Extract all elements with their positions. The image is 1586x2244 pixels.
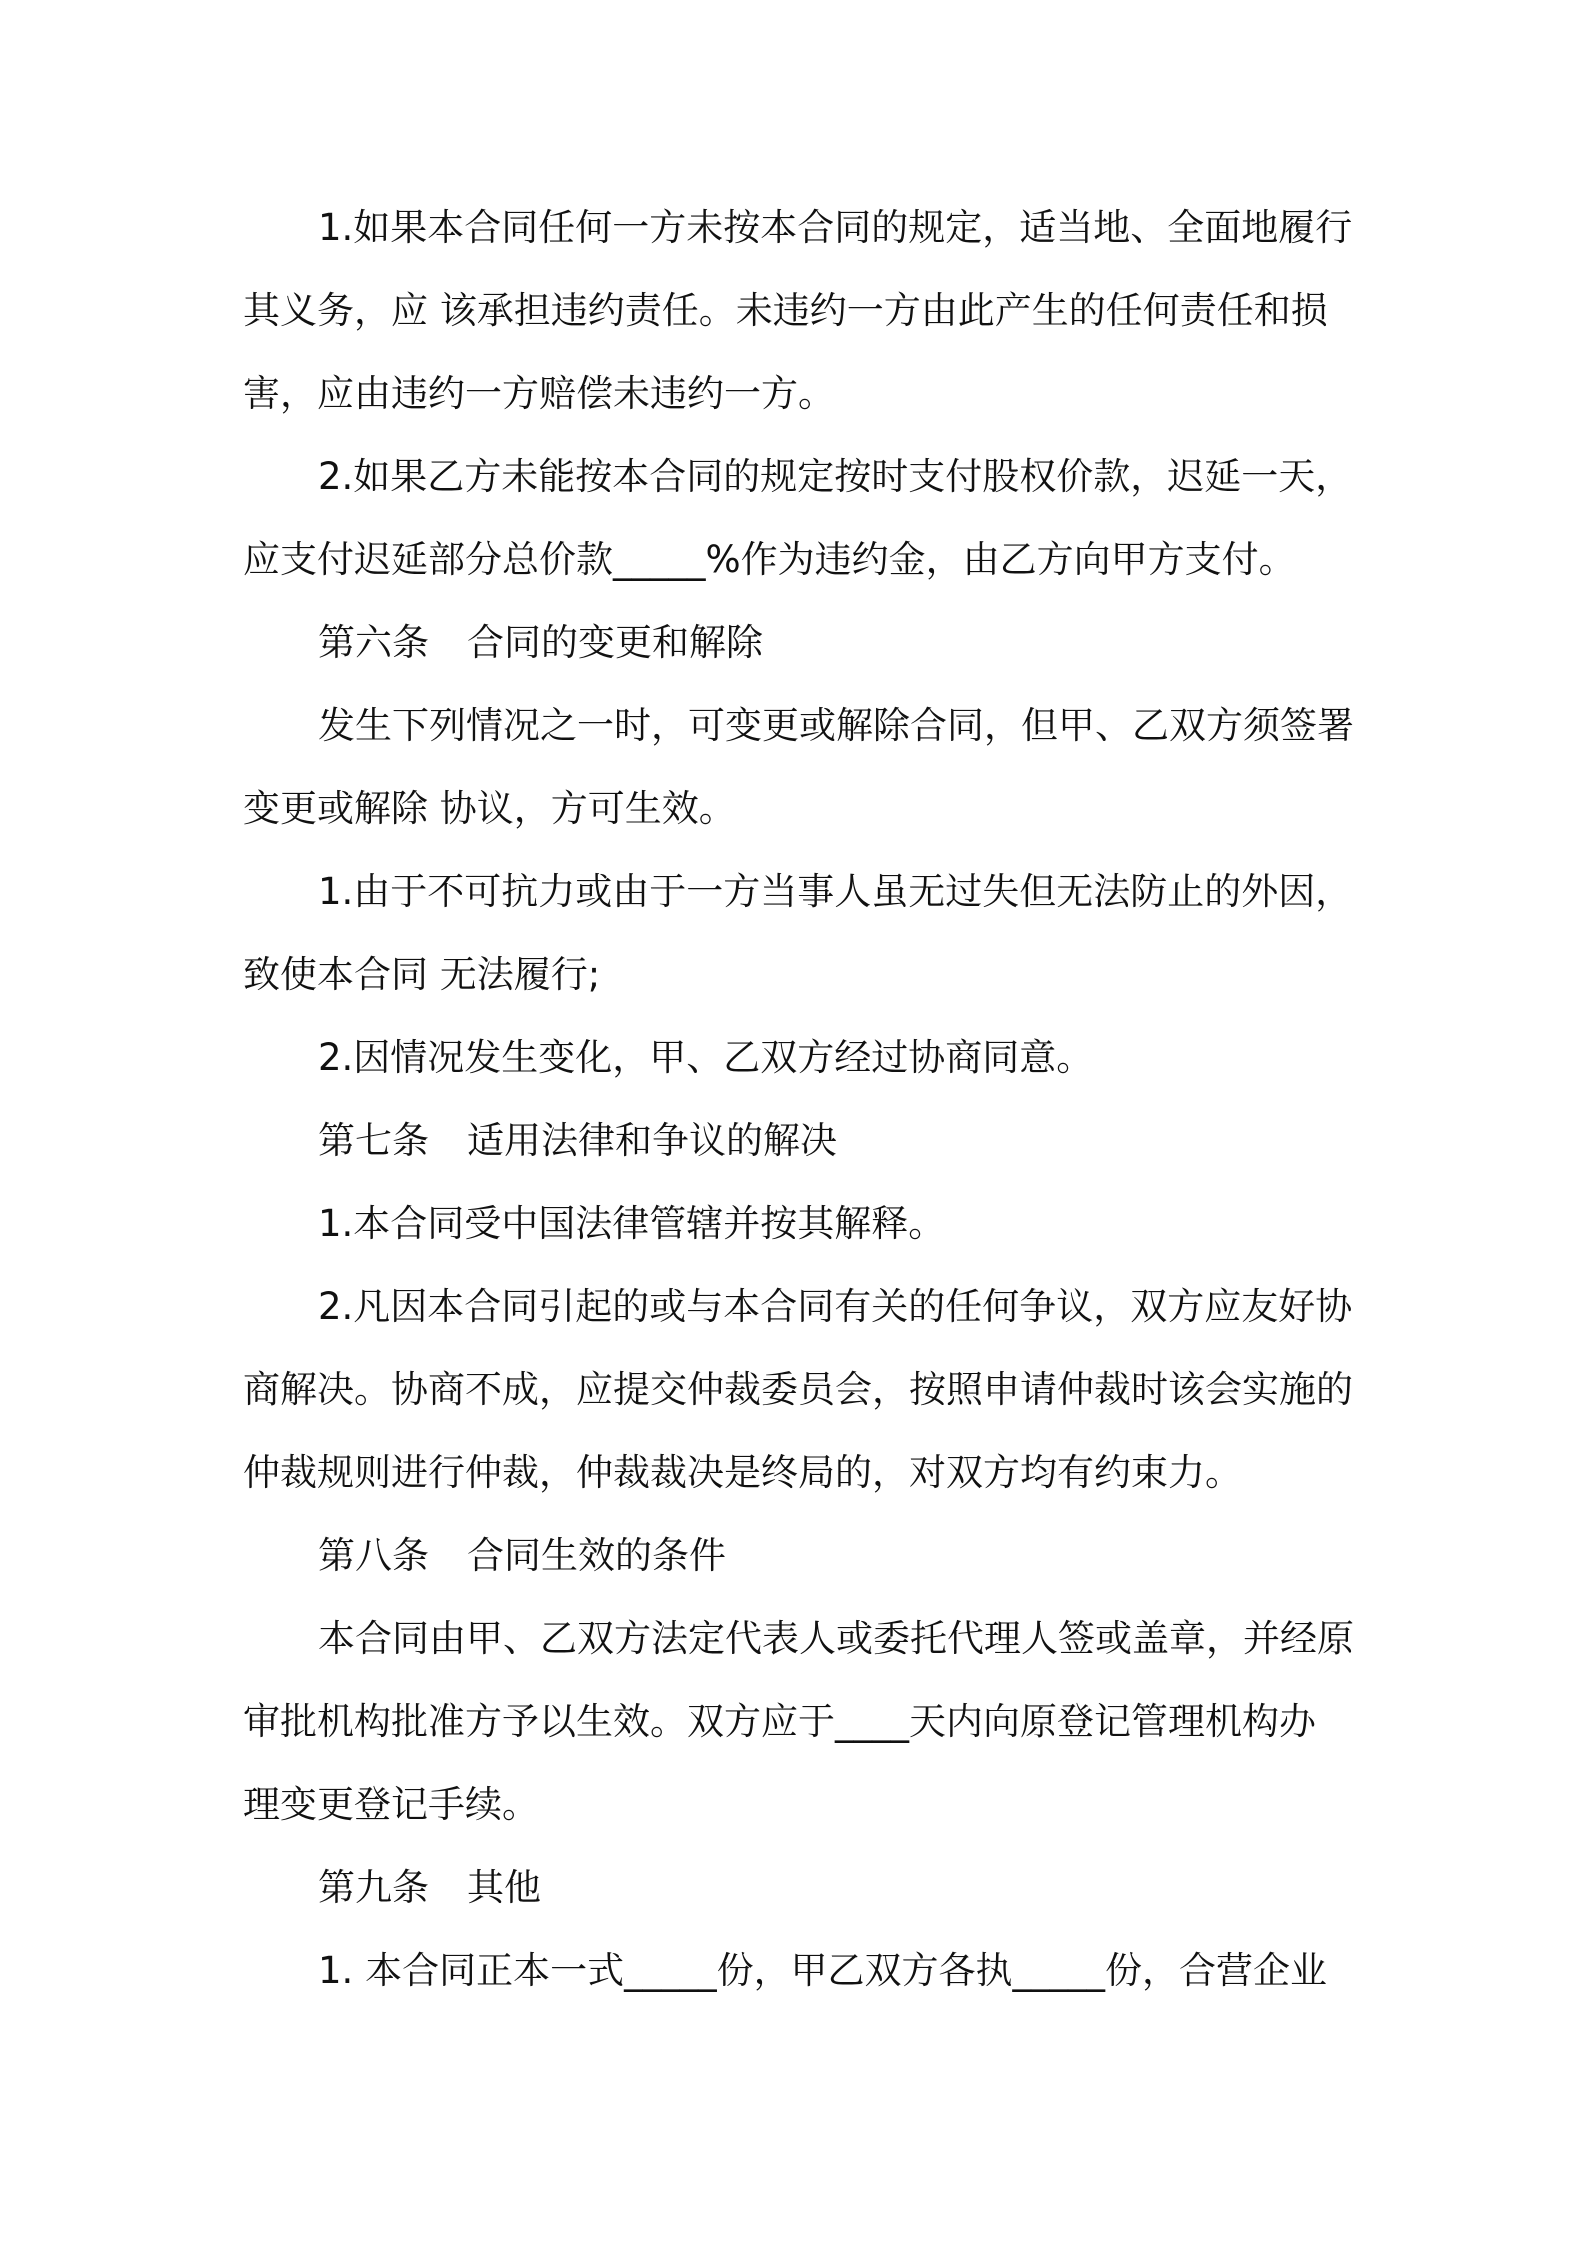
article-title: 其他 [467,1866,541,1909]
article-number: 第六条 [318,621,429,664]
paragraph-line: 1.如果本合同任何一方未按本合同的规定，适当地、全面地履行 [318,206,1353,249]
paragraph-line: 发生下列情况之一时，可变更或解除合同，但甲、乙双方须签署 [318,704,1354,747]
paragraph-line: 审批机构批准方予以生效。双方应于____天内向原登记管理机构办 [243,1700,1316,1743]
paragraph-line: 害，应由违约一方赔偿未违约一方。 [243,372,835,415]
paragraph-line: 变更或解除 协议，方可生效。 [243,787,736,830]
paragraph-line: 仲裁规则进行仲裁，仲裁裁决是终局的，对双方均有约束力。 [243,1451,1242,1494]
paragraph-line: 1.本合同受中国法律管辖并按其解释。 [318,1202,946,1245]
paragraph-line: 1. 本合同正本一式_____份，甲乙双方各执_____份，合营企业 [318,1949,1328,1992]
paragraph-line: 2.因情况发生变化，甲、乙双方经过协商同意。 [318,1036,1094,1079]
paragraph-line: 理变更登记手续。 [243,1783,539,1826]
article-number: 第八条 [318,1534,429,1577]
article-heading [318,1115,1368,1167]
paragraph-line: 2.凡因本合同引起的或与本合同有关的任何争议，双方应友好协 [318,1285,1353,1328]
article-heading [318,1862,1368,1914]
paragraph-line: 2.如果乙方未能按本合同的规定按时支付股权价款，迟延一天， [318,455,1353,498]
paragraph-line: 应支付迟延部分总价款_____%作为违约金，由乙方向甲方支付。 [243,538,1296,581]
paragraph-line: 本合同由甲、乙双方法定代表人或委托代理人签或盖章，并经原 [318,1617,1354,1660]
article-number: 第九条 [318,1866,429,1909]
paragraph-line: 其义务，应 该承担违约责任。未违约一方由此产生的任何责任和损 [243,289,1328,332]
paragraph-line: 致使本合同 无法履行; [243,953,601,996]
article-heading [318,617,1368,669]
paragraph-line: 商解决。协商不成，应提交仲裁委员会，按照申请仲裁时该会实施的 [243,1368,1353,1411]
article-title: 合同的变更和解除 [467,621,763,664]
article-number: 第七条 [318,1119,429,1162]
article-title: 适用法律和争议的解决 [467,1119,837,1162]
paragraph-line: 1.由于不可抗力或由于一方当事人虽无过失但无法防止的外因， [318,870,1353,913]
article-heading [318,1530,1368,1582]
article-title: 合同生效的条件 [467,1534,726,1577]
